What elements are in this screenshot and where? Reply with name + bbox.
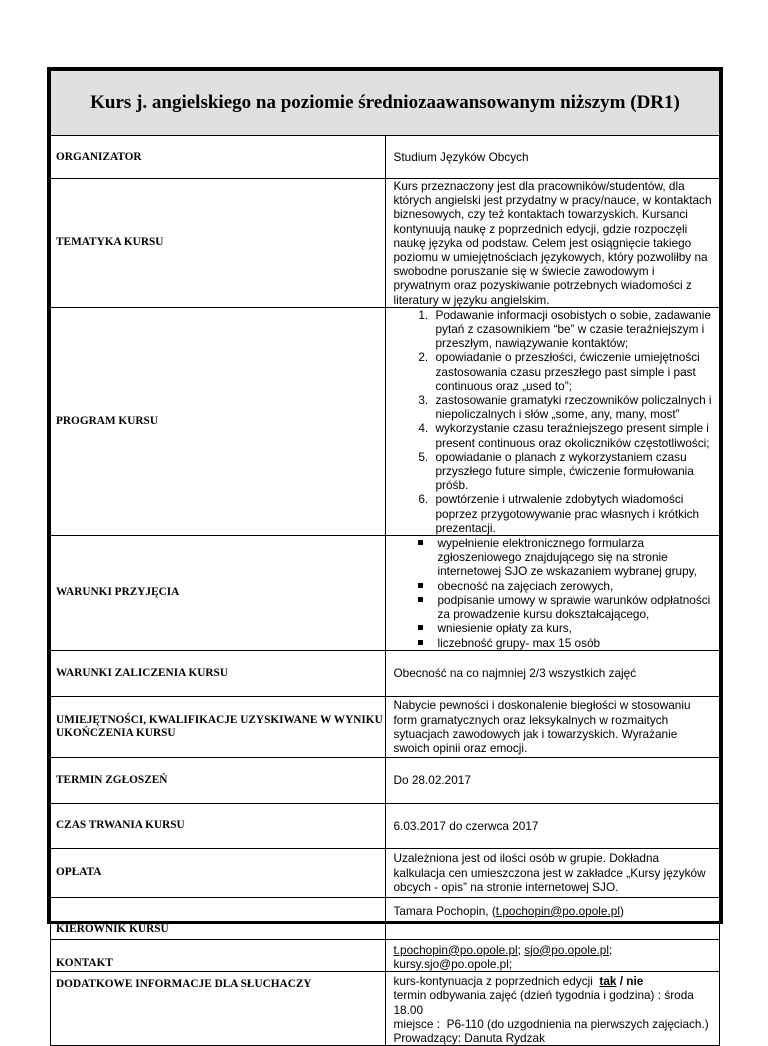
value-kontakt xyxy=(385,939,720,971)
label-dodatkowe: DODATKOWE INFORMACJE DLA SŁUCHACZY xyxy=(51,972,386,1046)
row-warunki-zaliczenia xyxy=(51,650,720,696)
info-line-location: miejsce : P6-110 (do uzgodnienia na pierwszych zajęciach.) xyxy=(393,1016,709,1031)
continuation-text: kurs-kontynuacja z poprzednich edycji xyxy=(393,974,600,989)
row-umiejetnosci xyxy=(51,696,720,757)
label-umiejetnosci: UMIEJĘTNOŚCI, KWALIFIKACJE UZYSKIWANE W WYNIKU UKOŃCZENIA KURSU xyxy=(51,696,386,757)
value-organizator: Studium Języków Obcych xyxy=(385,136,720,179)
program-list xyxy=(394,308,714,535)
list-item: obecność na zajęciach zerowych, xyxy=(418,579,714,593)
manager-email-link[interactable]: t.pochopin@po.opole.pl xyxy=(495,903,620,918)
value-warunki-zaliczenia: Obecność na co najmniej 2/3 wszystkich zajęć xyxy=(385,650,720,696)
requirements-list xyxy=(394,536,714,650)
label-oplata: OPŁATA xyxy=(51,848,386,897)
course-title: Kurs j. angielskiego na poziomie średniozaawansowanym niższym (DR1) xyxy=(51,71,720,136)
value-termin: Do 28.02.2017 xyxy=(385,757,720,803)
label-warunki-przyjecia: WARUNKI PRZYJĘCIA xyxy=(51,536,386,651)
list-item: liczebność grupy- max 15 osób xyxy=(418,636,714,650)
course-table xyxy=(50,70,720,1046)
value-program xyxy=(385,307,720,535)
list-item: 6. powtórzenie i utrwalenie zdobytych wiadomości poprzez przygotowywanie prac własnych i krótkich prezentacji. xyxy=(432,492,714,535)
continuation-no: / nie xyxy=(616,974,644,989)
contact-separator: ; xyxy=(517,942,525,957)
value-dodatkowe xyxy=(385,972,720,1046)
contact-email-2-link[interactable]: sjo@po.opole.pl xyxy=(524,942,609,957)
value-kierownik xyxy=(385,897,720,939)
label-kierownik: KIEROWNIK KURSU xyxy=(51,897,386,939)
list-item: podpisanie umowy w sprawie warunków odpłatności za prowadzenie kursu dokształcającego, xyxy=(418,593,714,621)
list-item: 1. Podawanie informacji osobistych o sobie, zadawanie pytań z czasownikiem “be” w czasie teraźniejszym i przeszłym, nawiązywanie kontaktów; xyxy=(432,308,714,351)
label-czas: CZAS TRWANIA KURSU xyxy=(51,803,386,848)
row-kierownik xyxy=(51,897,720,939)
row-program xyxy=(51,307,720,535)
list-item: 5. opowiadanie o planach z wykorzystaniem czasu przyszłego future simple, ćwiczenie formułowania próśb. xyxy=(432,450,714,493)
value-oplata: Uzależniona jest od ilości osób w grupie. Dokładna kalkulacja cen umieszczona jest w zakładce „Kursy języków obcych - opis” na stronie internetowej SJO. xyxy=(385,848,720,897)
contact-email-3: kursy.sjo@po.opole.pl; xyxy=(393,956,513,971)
row-tematyka xyxy=(51,179,720,308)
list-item: 3. zastosowanie gramatyki rzeczowników policzalnych i niepoliczalnych i słów „some, any, many, most” xyxy=(432,393,714,421)
row-kontakt xyxy=(51,939,720,971)
row-termin xyxy=(51,757,720,803)
list-item: 4. wykorzystanie czasu teraźniejszego present simple i present continuous oraz okoliczników częstotliwości; xyxy=(432,421,714,449)
row-warunki-przyjecia xyxy=(51,536,720,651)
value-tematyka: Kurs przeznaczony jest dla pracowników/studentów, dla których angielski jest przydatny w pracy/nauce, w kontaktach biznesowych, czy też kontaktach towarzyskich. Kursanci kontynuują naukę z poprzednich edycji, gdzie rozpoczęli naukę języka od podstaw. Celem jest osiągnięcie takiego poziomu w umiejętnościach językowych, który pozwoliłby na swobodne poruszanie się w świecie zawodowym i prywatnym oraz pozyskiwanie potrzebnych wiadomości z literatury w języku angielskim. xyxy=(385,179,720,308)
value-umiejetnosci: Nabycie pewności i doskonalenie biegłości w stosowaniu form gramatycznych oraz leksykalnych w rozmaitych sytuacjach zawodowych jak i towarzyskich. Wyrażanie swoich opinii oraz emocji. xyxy=(385,696,720,757)
label-organizator: ORGANIZATOR xyxy=(51,136,386,179)
info-line-continuation xyxy=(394,974,714,988)
label-tematyka: TEMATYKA KURSU xyxy=(51,179,386,308)
contact-separator: ; xyxy=(608,942,613,957)
value-warunki-przyjecia xyxy=(385,536,720,651)
label-warunki-zaliczenia: WARUNKI ZALICZENIA KURSU xyxy=(51,650,386,696)
continuation-yes: tak xyxy=(599,974,617,989)
manager-close: ) xyxy=(619,903,624,918)
info-line-schedule: termin odbywania zajęć (dzień tygodnia i godzina) : środa 18.00 xyxy=(393,988,694,1017)
list-item: wniesienie opłaty za kurs, xyxy=(418,621,714,635)
manager-name: Tamara Pochopin, ( xyxy=(393,903,496,918)
label-kontakt: KONTAKT xyxy=(51,939,386,971)
list-item: wypełnienie elektronicznego formularza zgłoszeniowego znajdującego się na stronie internetowej SJO ze wskazaniem wybranej grupy, xyxy=(418,536,714,579)
contact-email-1-link[interactable]: t.pochopin@po.opole.pl xyxy=(393,942,518,957)
row-oplata xyxy=(51,848,720,897)
value-czas: 6.03.2017 do czerwca 2017 xyxy=(385,803,720,848)
row-organizator xyxy=(51,136,720,179)
row-dodatkowe xyxy=(51,972,720,1046)
label-program: PROGRAM KURSU xyxy=(51,307,386,535)
row-czas xyxy=(51,803,720,848)
label-termin: TERMIN ZGŁOSZEŃ xyxy=(51,757,386,803)
list-item: 2. opowiadanie o przeszłości, ćwiczenie umiejętności zastosowania czasu przeszłego past simple i past continuous oraz „used to”; xyxy=(432,350,714,393)
info-line-teacher: Prowadzący: Danuta Rydzak xyxy=(393,1030,545,1045)
